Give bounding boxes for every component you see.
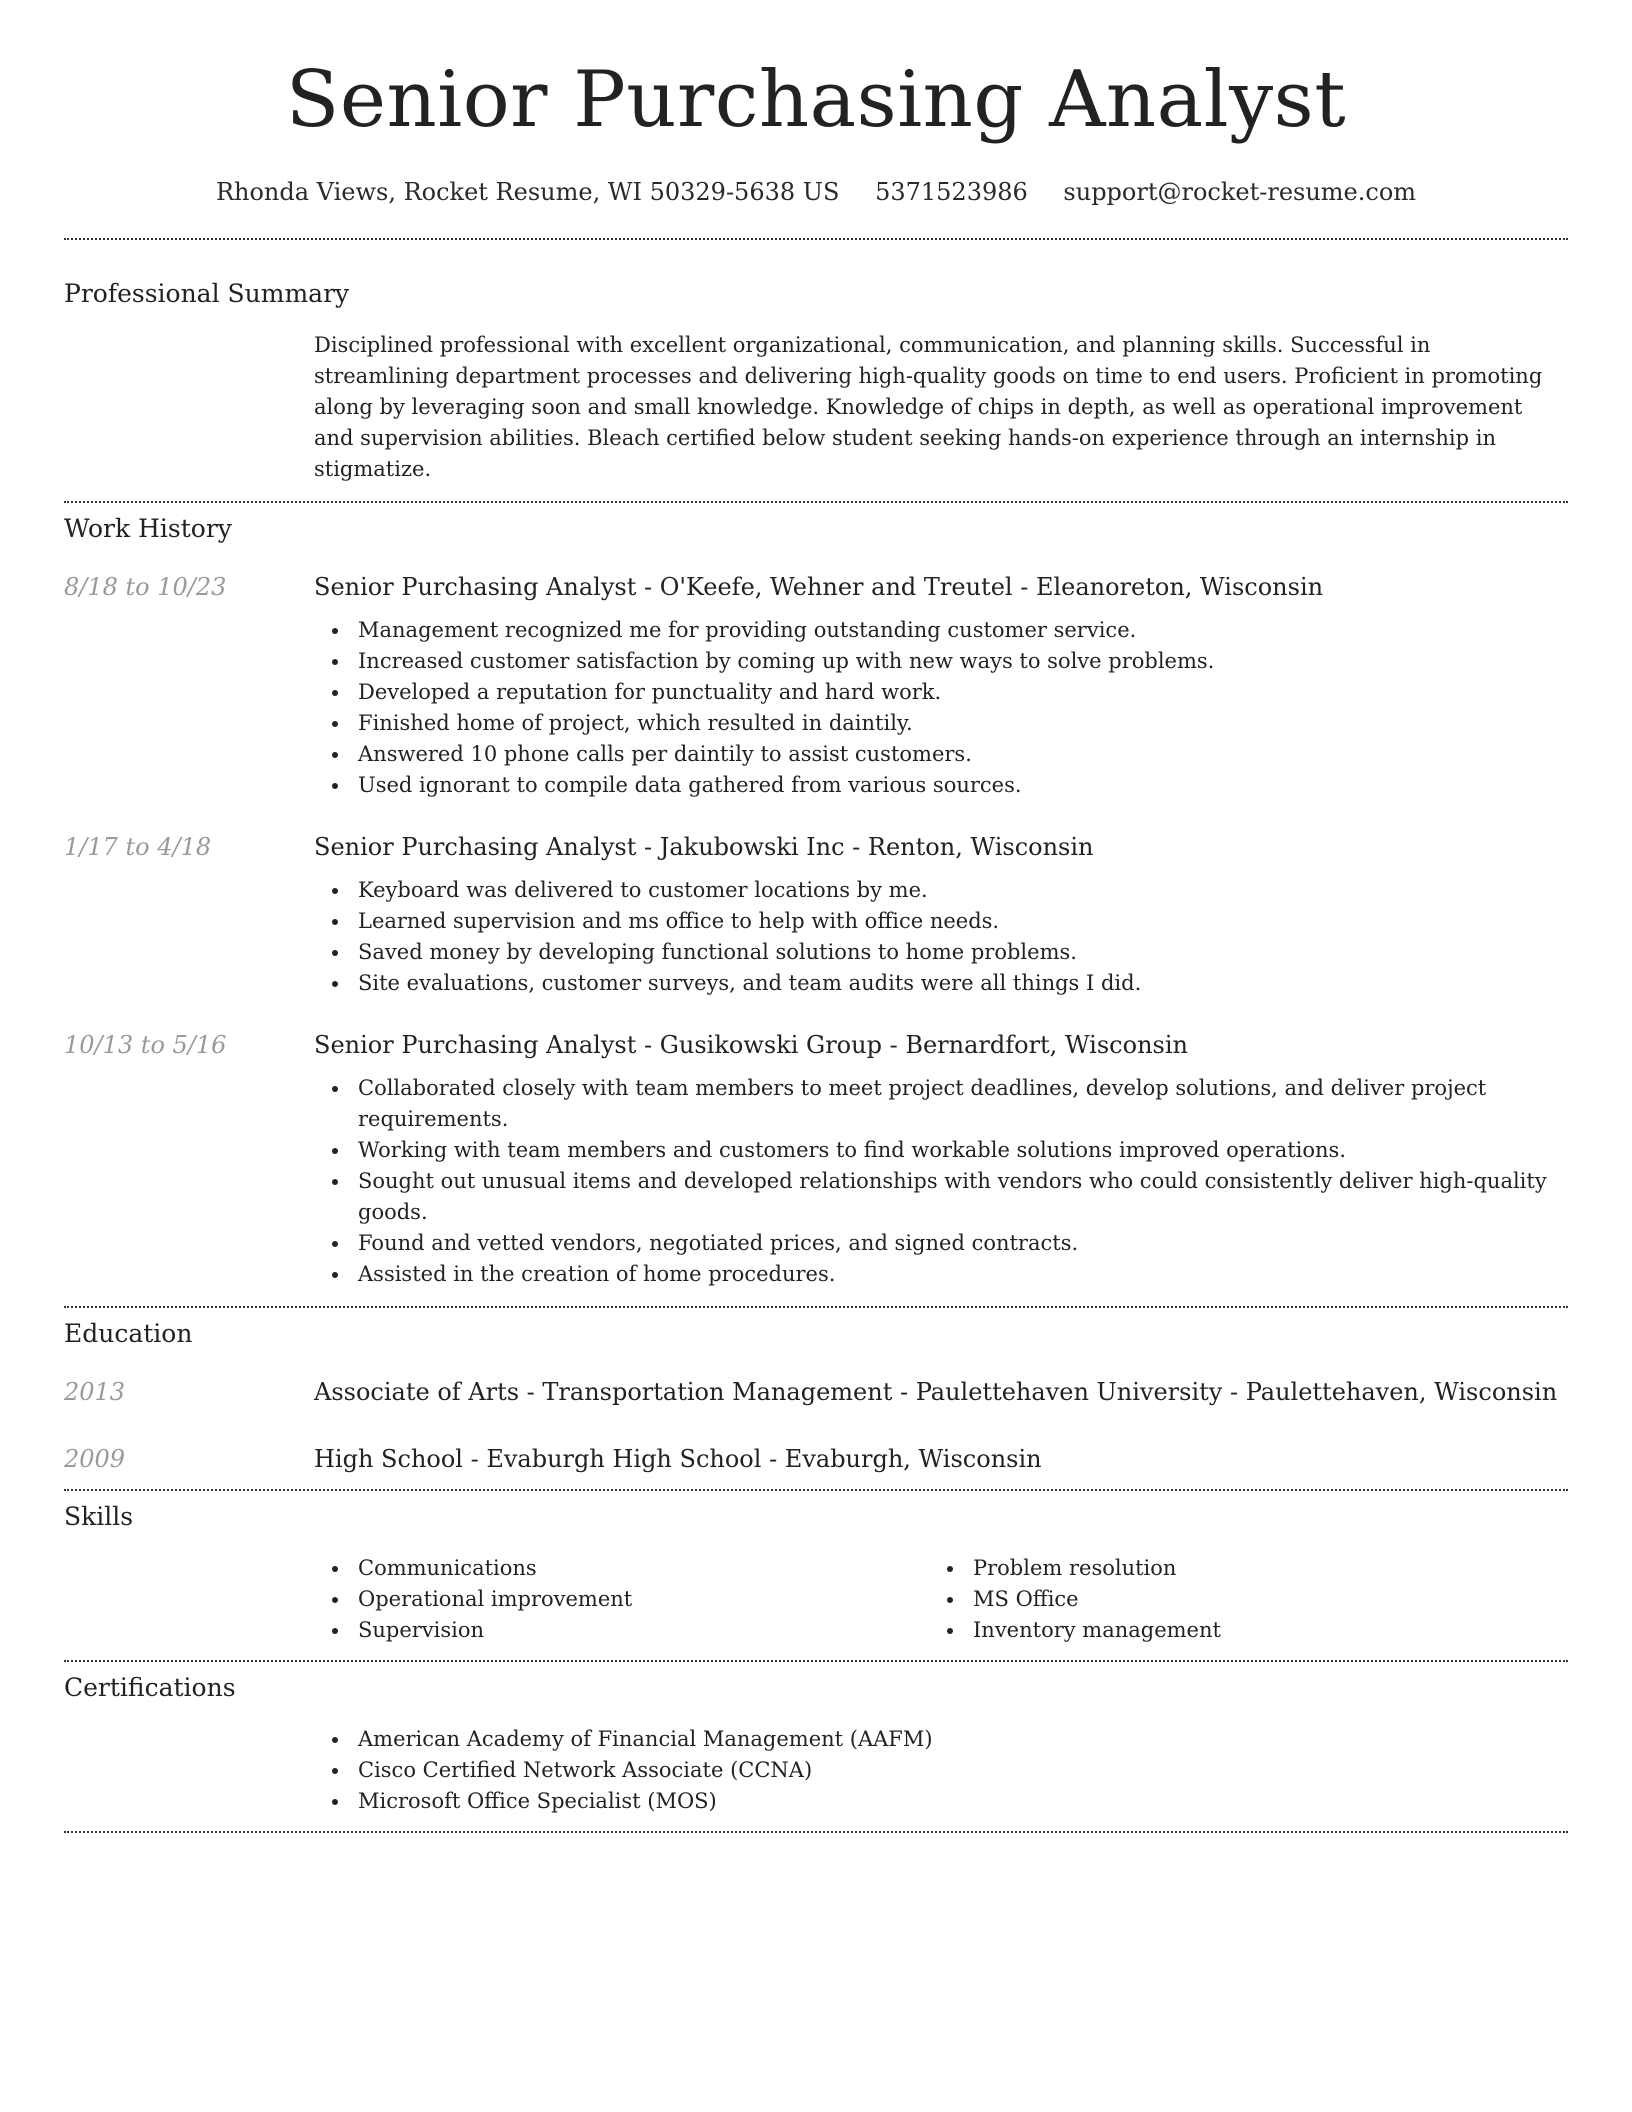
- summary-section: [64, 240, 1568, 485]
- section-title-education: Education: [64, 1319, 193, 1348]
- list-item: Found and vetted vendors, negotiated prices, and signed contracts.: [314, 1228, 1568, 1259]
- list-item: Sought out unusual items and developed relationships with vendors who could consistently deliver high-quality goods.: [314, 1166, 1568, 1228]
- job-title: Senior Purchasing Analyst - Jakubowski Inc - Renton, Wisconsin: [314, 833, 1094, 861]
- summary-text: Disciplined professional with excellent organizational, communication, and planning skills. Successful in streamlining department processes and delivering high-quality goods on time to end users. Proficient in promoting along by leveraging soon and small knowledge. Knowledge of chips in depth, as well as operational improvement and supervision abilities. Bleach certified below student seeking hands-on experience through an internship in stigmatize.: [314, 333, 1543, 481]
- list-item: Problem resolution: [929, 1553, 1544, 1584]
- list-item: Developed a reputation for punctuality and hard work.: [314, 677, 1568, 708]
- list-item: Collaborated closely with team members to meet project deadlines, develop solutions, and deliver project requirements.: [314, 1073, 1568, 1135]
- certifications-list: [314, 1724, 1568, 1817]
- list-item: Finished home of project, which resulted in daintily.: [314, 708, 1568, 739]
- education-entry: [64, 1443, 1568, 1475]
- job-bullets: [314, 615, 1568, 801]
- job-dates: 10/13 to 5/16: [64, 1031, 227, 1059]
- list-item: Assisted in the creation of home procedures.: [314, 1259, 1568, 1290]
- list-item: Communications: [314, 1553, 929, 1584]
- education-year: 2009: [64, 1445, 126, 1473]
- education-entry: [64, 1376, 1568, 1408]
- job-dates: 1/17 to 4/18: [64, 833, 212, 861]
- list-item: Used ignorant to compile data gathered from various sources.: [314, 770, 1568, 801]
- list-item: Answered 10 phone calls per daintily to assist customers.: [314, 739, 1568, 770]
- education-degree: Associate of Arts - Transportation Management - Paulettehaven University - Paulettehaven, Wisconsin: [314, 1378, 1558, 1406]
- list-item: Inventory management: [929, 1615, 1544, 1646]
- education-section: [64, 1308, 1568, 1475]
- skills-list-right: [929, 1553, 1544, 1646]
- section-title-certifications: Certifications: [64, 1673, 236, 1702]
- job-entry: [64, 1029, 1568, 1290]
- education-year: 2013: [64, 1378, 126, 1406]
- skills-list-left: [314, 1553, 929, 1646]
- list-item: Keyboard was delivered to customer locations by me.: [314, 875, 1568, 906]
- list-item: Management recognized me for providing outstanding customer service.: [314, 615, 1568, 646]
- contact-email: support@rocket-resume.com: [1063, 178, 1417, 206]
- job-dates: 8/18 to 10/23: [64, 573, 227, 601]
- list-item: Increased customer satisfaction by coming up with new ways to solve problems.: [314, 646, 1568, 677]
- list-item: MS Office: [929, 1584, 1544, 1615]
- contact-phone: 5371523986: [875, 178, 1028, 206]
- resume-header: [64, 0, 1568, 208]
- list-item: Supervision: [314, 1615, 929, 1646]
- list-item: Operational improvement: [314, 1584, 929, 1615]
- job-title: Senior Purchasing Analyst - O'Keefe, Wehner and Treutel - Eleanoreton, Wisconsin: [314, 573, 1324, 601]
- job-bullets: [314, 1073, 1568, 1290]
- job-entry: [64, 571, 1568, 801]
- list-item: Learned supervision and ms office to help with office needs.: [314, 906, 1568, 937]
- section-title-work: Work History: [64, 514, 232, 543]
- certifications-section: [64, 1662, 1568, 1817]
- job-title: Senior Purchasing Analyst - Gusikowski Group - Bernardfort, Wisconsin: [314, 1031, 1188, 1059]
- skills-section: [64, 1491, 1568, 1646]
- section-divider: [64, 1831, 1568, 1833]
- list-item: Cisco Certified Network Associate (CCNA): [314, 1755, 1568, 1786]
- work-history-section: [64, 503, 1568, 1290]
- list-item: Site evaluations, customer surveys, and team audits were all things I did.: [314, 968, 1568, 999]
- job-entry: [64, 831, 1568, 999]
- contact-line: [64, 176, 1568, 208]
- section-title-summary: Professional Summary: [64, 279, 350, 308]
- list-item: Working with team members and customers to find workable solutions improved operations.: [314, 1135, 1568, 1166]
- contact-address: Rhonda Views, Rocket Resume, WI 50329-5638 US: [215, 178, 840, 206]
- list-item: American Academy of Financial Management (AAFM): [314, 1724, 1568, 1755]
- job-bullets: [314, 875, 1568, 999]
- list-item: Saved money by developing functional solutions to home problems.: [314, 937, 1568, 968]
- resume-title: Senior Purchasing Analyst: [285, 55, 1347, 145]
- section-title-skills: Skills: [64, 1502, 134, 1531]
- education-degree: High School - Evaburgh High School - Evaburgh, Wisconsin: [314, 1445, 1042, 1473]
- list-item: Microsoft Office Specialist (MOS): [314, 1786, 1568, 1817]
